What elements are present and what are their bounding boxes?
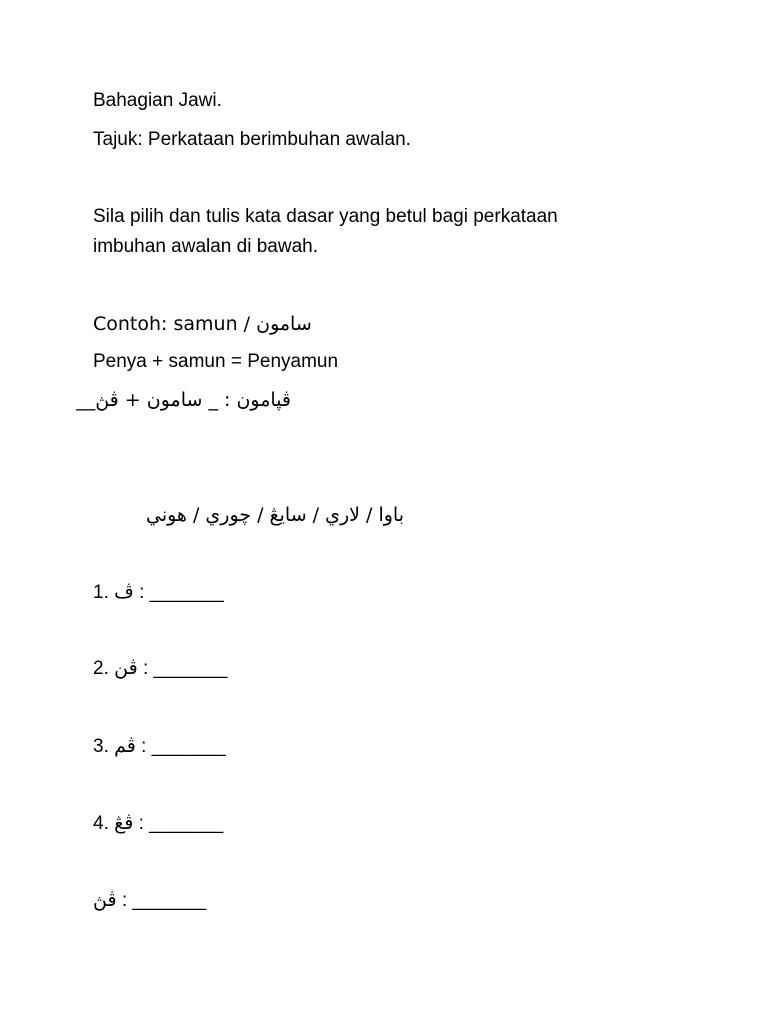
answer-blank[interactable]: : _______ [142, 658, 228, 679]
question-number: 2. [93, 658, 109, 679]
question-prefix: ڤم [114, 735, 136, 757]
question-1 [93, 581, 224, 605]
question-number: 1. [93, 582, 109, 603]
question-number: 4. [93, 813, 109, 834]
example-formula-latin: Penya + samun = Penyamun [93, 351, 339, 372]
question-prefix: ڤن [114, 657, 138, 679]
example-formula-jawi: ڤڽامون : _ سامون + ڤڽ__ [76, 389, 291, 411]
section-title: Bahagian Jawi. [93, 90, 222, 111]
instruction-line-2: imbuhan awalan di bawah. [93, 236, 318, 257]
word-choices: باوا / لاري / سايڠ / چوري / هوني [145, 504, 404, 526]
topic-title: Tajuk: Perkataan berimbuhan awalan. [93, 129, 411, 150]
question-3 [93, 735, 226, 759]
example-word [93, 313, 312, 337]
question-number: 3. [93, 736, 109, 757]
example-word-text: Contoh: samun / سامون [93, 313, 312, 335]
answer-blank[interactable]: : _______ [139, 582, 224, 603]
instruction-line-1: Sila pilih dan tulis kata dasar yang betul bagi perkataan [93, 206, 558, 227]
answer-blank[interactable]: : _______ [141, 736, 226, 757]
question-prefix: ڤڠ [114, 812, 134, 834]
question-4 [93, 812, 223, 836]
answer-blank[interactable]: : _______ [138, 813, 224, 834]
question-prefix: ڤڽ [93, 889, 117, 911]
question-5 [93, 889, 206, 913]
question-prefix: ڤ [114, 581, 134, 603]
question-2 [93, 657, 228, 681]
answer-blank[interactable]: : _______ [121, 890, 207, 911]
